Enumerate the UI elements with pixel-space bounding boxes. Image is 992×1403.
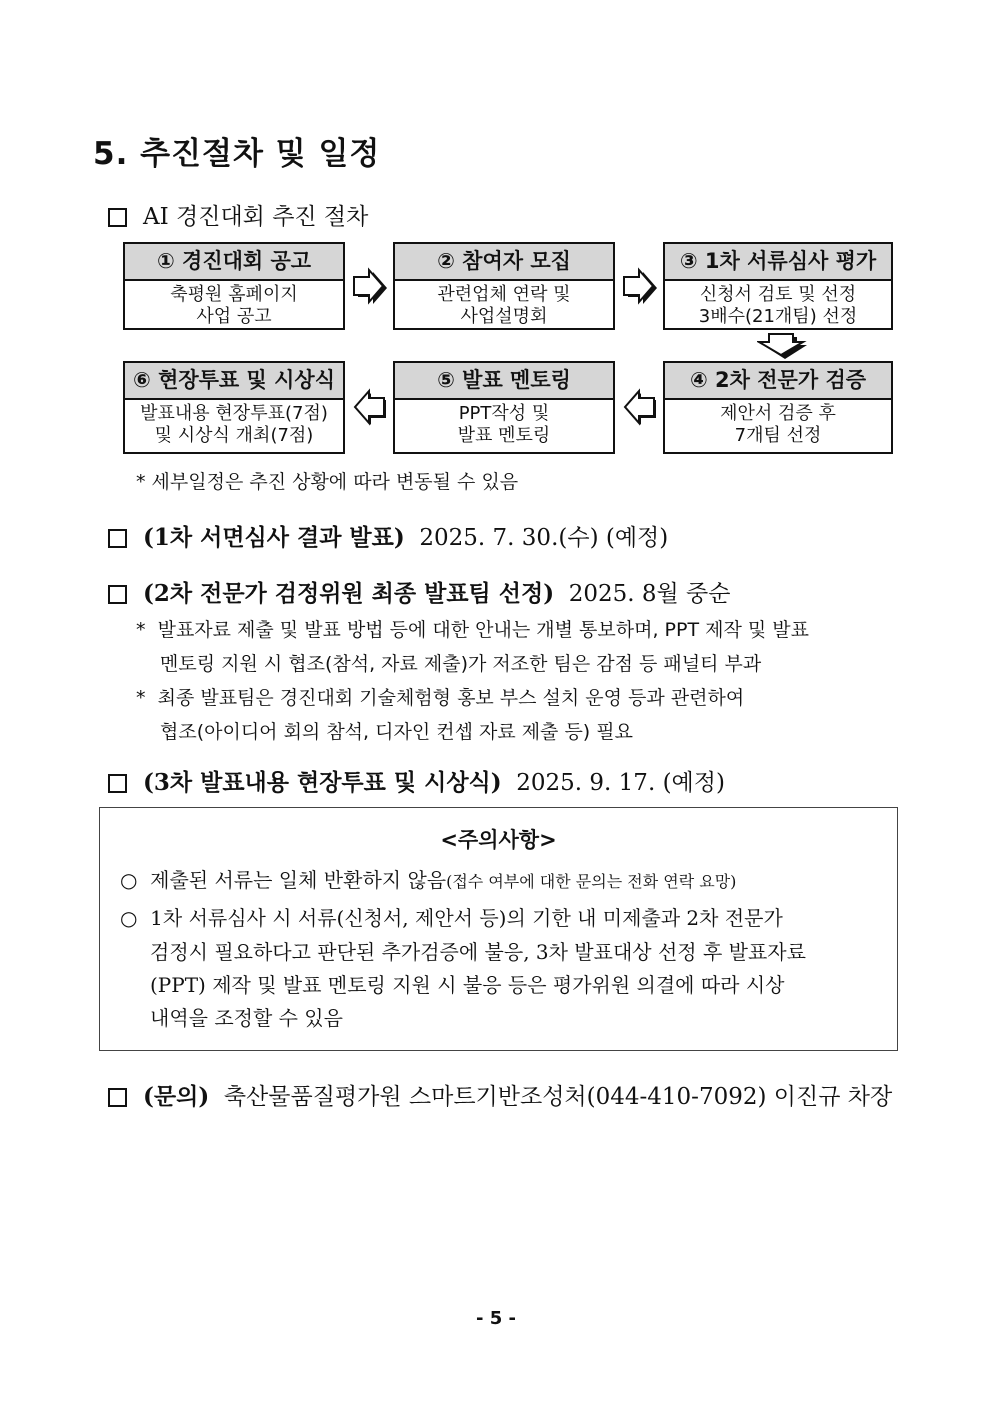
step-5-header: ⑤ 발표 멘토링 [395, 363, 613, 400]
circle-bullet-icon: ○ [120, 868, 138, 892]
checkbox-square-icon [108, 774, 127, 793]
caution-item-1-small: (접수 여부에 대한 문의는 전화 연락 요망) [446, 872, 737, 891]
step-6-header: ⑥ 현장투표 및 시상식 [125, 363, 343, 400]
schedule-2-date: 2025. 8월 중순 [568, 581, 731, 607]
schedule-1-row [108, 519, 668, 552]
schedule-2-note-2-line1: 최종 발표팀은 경진대회 기술체험형 홍보 부스 설치 운영 등과 관련하여 [157, 687, 745, 709]
checkbox-square-icon [108, 208, 127, 227]
contact-label: (문의) [143, 1083, 210, 1110]
step-5-line1: PPT작성 및 [458, 403, 550, 424]
checkbox-square-icon [108, 585, 127, 604]
step-3-line1: 신청서 검토 및 선정 [699, 284, 857, 305]
procedure-heading: AI 경진대회 추진 절차 [143, 204, 369, 230]
arrow-right-icon [622, 266, 658, 306]
schedule-2-note-2-line2: 협조(아이디어 회의 참석, 디자인 컨셉 자료 제출 등) 필요 [160, 721, 633, 743]
caution-item-2-line2: 검정시 필요하다고 판단된 추가검증에 불응, 3차 발표대상 선정 후 발표자료 [150, 940, 806, 964]
step-1-line2: 사업 공고 [196, 306, 272, 327]
schedule-3-date: 2025. 9. 17. (예정) [516, 770, 725, 796]
contact-row [108, 1078, 892, 1111]
schedule-2-row [108, 575, 730, 608]
step-box-4 [663, 361, 893, 454]
caution-item-2 [120, 902, 783, 931]
step-4-header: ④ 2차 전문가 검증 [665, 363, 891, 400]
step-3-header: ③ 1차 서류심사 평가 [665, 244, 891, 281]
step-box-5 [393, 361, 615, 454]
arrow-right-icon [352, 266, 388, 306]
schedule-1-date: 2025. 7. 30.(수) (예정) [419, 525, 669, 551]
arrow-left-icon [352, 387, 388, 427]
schedule-3-row [108, 764, 725, 797]
circle-bullet-icon: ○ [120, 906, 138, 930]
step-1-header: ① 경진대회 공고 [125, 244, 343, 281]
caution-item-2-line1: 1차 서류심사 시 서류(신청서, 제안서 등)의 기한 내 미제출과 2차 전문가 [150, 906, 783, 930]
step-1-line1: 축평원 홈페이지 [170, 284, 298, 305]
step-box-1 [123, 242, 345, 330]
step-2-line1: 관련업체 연락 및 [437, 284, 571, 305]
caution-item-2-line4: 내역을 조정할 수 있음 [150, 1006, 343, 1030]
caution-box [99, 807, 898, 1051]
arrow-left-icon [622, 387, 658, 427]
step-4-line1: 제안서 검증 후 [720, 403, 836, 424]
caution-item-2-line3: (PPT) 제작 및 발표 멘토링 지원 시 불응 등은 평가위원 의결에 따라 시상 [150, 973, 785, 997]
step-5-line2: 발표 멘토링 [457, 425, 551, 446]
step-box-2 [393, 242, 615, 330]
caution-item-1-main: 제출된 서류는 일체 반환하지 않음 [150, 868, 447, 892]
step-6-line1: 발표내용 현장투표(7점) [140, 403, 328, 424]
schedule-2-label: (2차 전문가 검정위원 최종 발표팀 선정) [143, 580, 555, 607]
checkbox-square-icon [108, 1088, 127, 1107]
schedule-2-note-1: * 발표자료 제출 및 발표 방법 등에 대한 안내는 개별 통보하며, PPT 제작 및 발표 [136, 619, 809, 641]
schedule-2-note-1-line1: 발표자료 제출 및 발표 방법 등에 대한 안내는 개별 통보하며, PPT 제작 및 발표 [157, 619, 809, 641]
step-2-line2: 사업설명회 [460, 306, 548, 327]
schedule-1-label: (1차 서면심사 결과 발표) [143, 524, 405, 551]
page-number: - 5 - [476, 1308, 516, 1329]
step-4-line2: 7개팀 선정 [734, 425, 822, 446]
procedure-note: * 세부일정은 추진 상황에 따라 변동될 수 있음 [136, 471, 519, 493]
step-3-line2: 3배수(21개팀) 선정 [698, 306, 858, 327]
contact-text: 축산물품질평가원 스마트기반조성처(044-410-7092) 이진규 차장 [223, 1084, 893, 1110]
step-box-3 [663, 242, 893, 330]
page-title: 5. 추진절차 및 일정 [93, 136, 381, 172]
schedule-2-note-1-line2: 멘토링 지원 시 협조(참석, 자료 제출)가 저조한 팀은 감점 등 패널티 부과 [160, 653, 762, 675]
caution-title: <주의사항> [440, 828, 557, 852]
procedure-heading-row [108, 198, 368, 231]
arrow-down-icon [757, 333, 809, 359]
schedule-2-note-2: * 최종 발표팀은 경진대회 기술체험형 홍보 부스 설치 운영 등과 관련하여 [136, 687, 745, 709]
step-box-6 [123, 361, 345, 454]
step-6-line2: 및 시상식 개최(7점) [154, 425, 314, 446]
step-2-header: ② 참여자 모집 [395, 244, 613, 281]
checkbox-square-icon [108, 529, 127, 548]
caution-item-1 [120, 864, 736, 893]
schedule-3-label: (3차 발표내용 현장투표 및 시상식) [143, 769, 502, 796]
